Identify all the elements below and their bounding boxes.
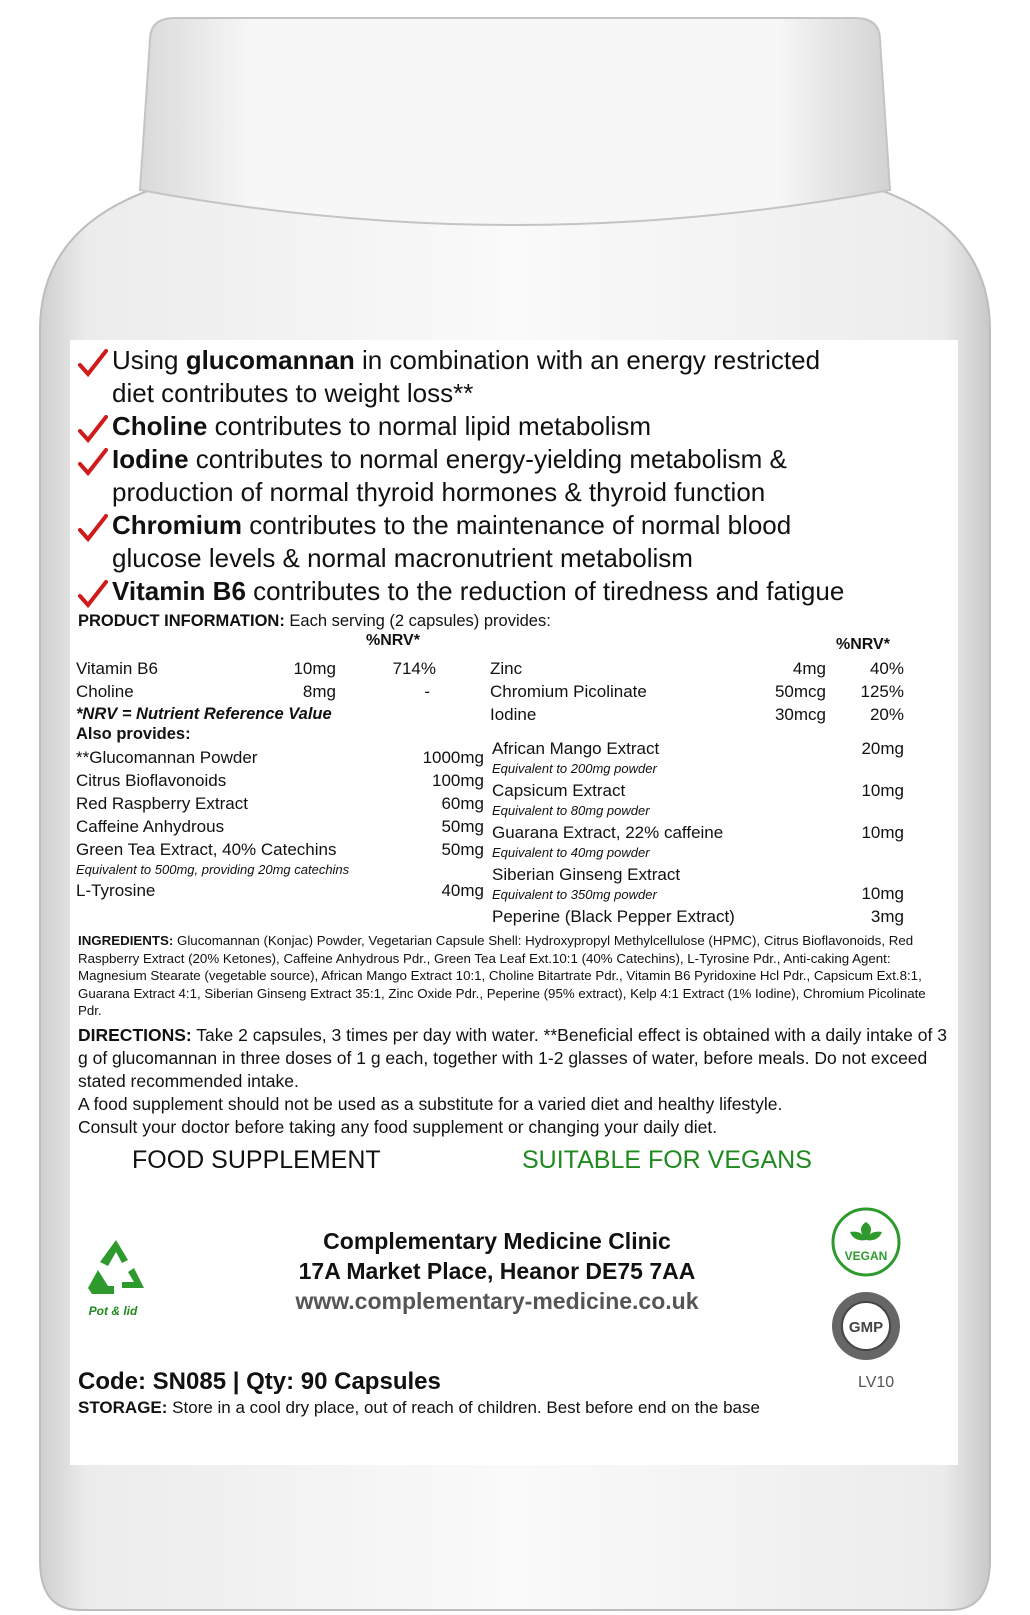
product-code: Code: SN085 | Qty: 90 Capsules bbox=[78, 1368, 441, 1395]
nrv-header-right: %NRV* bbox=[836, 636, 890, 653]
storage-text: STORAGE: Store in a cool dry place, out of reach of children. Best before end on the base bbox=[78, 1398, 760, 1417]
recycle-icon bbox=[84, 1236, 148, 1300]
bottle-cap bbox=[140, 18, 890, 225]
directions-text: DIRECTIONS: Take 2 capsules, 3 times per day with water. **Beneficial effect is obtained with a daily intake of 3 g of glucomannan in three doses of 1 g each, together with 1-2 glasses of water, before meals. Do not exceed stated recommended intake. A food supplement should not be used as a substitute for a varied diet and healthy lifestyle. Consult your doctor before taking any food supplement or changing your daily diet. bbox=[78, 1025, 947, 1137]
check-icon bbox=[78, 580, 108, 608]
nrv-note: *NRV = Nutrient Reference Value bbox=[76, 705, 332, 723]
suitable-for-vegans-label: SUITABLE FOR VEGANS bbox=[522, 1146, 812, 1174]
claim-iodine: Iodine contributes to normal energy-yielding metabolism & production of normal thyroid hormones & thyroid function bbox=[78, 443, 948, 509]
ingredients-text: INGREDIENTS: Glucomannan (Konjac) Powder, Vegetarian Capsule Shell: Hydroxypropyl Methylcellulose (HPMC), Citrus Bioflavonoids, Red Raspberry Extract (20% Ketones), Caffeine Anhydrous Pdr., Green Tea Leaf Ext.10:1 (40% Catechins), L-Tyrosine Pdr., Anti-caking Agent: Magnesium Stearate (vegetable source), African Mango Extract 10:1, Choline Bitartrate Pdr., Vitamin B6 Pyridoxine Hcl Pdr., Capsicum Ext.8:1, Guarana Extract 4:1, Siberian Ginseng Extract 35:1, Zinc Oxide Pdr., Peperine (95% extract), Kelp 4:1 Extract (1% Iodine), Chromium Picolinate Pdr. bbox=[78, 933, 926, 1019]
equivalent-note: Equivalent to 40mg powder bbox=[492, 845, 650, 860]
vegan-badge-icon bbox=[830, 1206, 902, 1278]
claim-choline: Choline contributes to normal lipid metabolism bbox=[78, 410, 948, 443]
check-icon bbox=[78, 514, 108, 542]
also-provides-heading: Also provides: bbox=[76, 725, 191, 743]
claim-glucomannan: Using glucomannan in combination with an energy restricted diet contributes to weight loss** bbox=[78, 344, 948, 410]
product-label: Using glucomannan in combination with an energy restricted diet contributes to weight loss** Choline contributes to normal lipid metabolism Iodine contributes to normal energy-yielding metabolism & production of normal thyroid hormones & thyroid function Chromium contributes to the maintenance of normal blood glucose levels & normal macronutrient metabolism Vitamin B6 contributes to the reduction of tiredness and fatigue PRODUCT INFORMATION: Each serving (2 capsules) provides: %NRV* %NRV* Vitamin B6 10mg 714% Choline 8mg - *NRV = Nutrient Reference Value Zinc 4mg 40% Chromium Picolinate 50mcg 125% Iodine 30mcg 20% Also provides: **Glucomannan Powder 1000mg Citrus Bioflavonoids 100mg Red Raspberry Extract 60mg Caffeine Anhydrous 50mg Green Tea Extract, 40% Catechins 50mg Equivalent to 500mg, providing 20mg catechins L-Tyrosine 40mg African Mango Extract 20mg Equivalent to 200mg powder Capsicum Extract 10mg Equivalent to 80mg powder Guarana Extract, 22% caffeine 10mg Equivalent to 40mg powder Siberian Ginseng Extract Equivalent to 350mg powder 10mg Peperine (Black Pepper Extract) 3mg INGREDIENTS: Glucomannan (Konjac) Powder, Vegetarian Capsule Shell: Hydroxypropyl Methylcellulose (HPMC), Citrus Bioflavonoids, Red Raspberry Extract (20% Ketones), Caffeine Anhydrous Pdr., Green Tea Leaf Ext.10:1 (40% Catechins), L-Tyrosine Pdr., Anti-caking Agent: Magnesium Stearate (vegetable source), African Mango Extract 10:1, Choline Bitartrate Pdr., Vitamin B6 Pyridoxine Hcl Pdr., Capsicum Ext.8:1, Guarana Extract 4:1, Siberian Ginseng Extract 35:1, Zinc Oxide Pdr., Peperine (95% extract), Kelp 4:1 Extract (1% Iodine), Chromium Picolinate Pdr. DIRECTIONS: Take 2 capsules, 3 times per day with water. **Beneficial effect is obtained with a daily intake of 3 g of glucomannan in three doses of 1 g each, together with 1-2 glasses of water, before meals. Do not exceed stated recommended intake. A food supplement should not be used as a substitute for a varied diet and healthy lifestyle. Consult your doctor before taking any food supplement or changing your daily diet. FOOD SUPPLEMENT SUITABLE FOR VEGANS Complementary Medicine Clinic 17A Market Place, Heanor DE75 7AA www.complementary-medicine.co.uk Pot & lid VEGAN GMP Code: SN085 | Qty: 90 Capsules LV10 STORAGE: Store in a cool dry place, out of reach of children. Best before end on the base bbox=[70, 340, 958, 1465]
equivalent-note: Equivalent to 350mg powder bbox=[492, 887, 657, 902]
equivalent-note: Equivalent to 80mg powder bbox=[492, 803, 650, 818]
health-claims bbox=[78, 344, 948, 608]
check-icon bbox=[78, 448, 108, 476]
clinic-address bbox=[220, 1226, 774, 1316]
check-icon bbox=[78, 415, 108, 443]
clinic-street: 17A Market Place, Heanor DE75 7AA bbox=[298, 1258, 696, 1284]
clinic-website: www.complementary-medicine.co.uk bbox=[295, 1288, 699, 1314]
vegan-badge-text: VEGAN bbox=[844, 1249, 888, 1263]
food-supplement-label: FOOD SUPPLEMENT bbox=[132, 1146, 381, 1174]
nrv-header-left: %NRV* bbox=[366, 632, 420, 649]
claim-vitamin-b6: Vitamin B6 contributes to the reduction of tiredness and fatigue bbox=[78, 575, 948, 608]
equivalent-note: Equivalent to 500mg, providing 20mg catechins bbox=[76, 862, 350, 877]
gmp-badge-icon bbox=[830, 1290, 902, 1362]
gmp-badge-text: GMP bbox=[848, 1319, 884, 1336]
check-icon bbox=[78, 349, 108, 377]
lv-code: LV10 bbox=[858, 1374, 895, 1391]
clinic-name: Complementary Medicine Clinic bbox=[323, 1228, 671, 1254]
equivalent-note: Equivalent to 200mg powder bbox=[492, 761, 657, 776]
claim-chromium: Chromium contributes to the maintenance of normal blood glucose levels & normal macronutrient metabolism bbox=[78, 509, 948, 575]
pot-and-lid-label: Pot & lid bbox=[88, 1304, 138, 1318]
product-information-heading: PRODUCT INFORMATION: Each serving (2 capsules) provides: bbox=[78, 612, 551, 630]
